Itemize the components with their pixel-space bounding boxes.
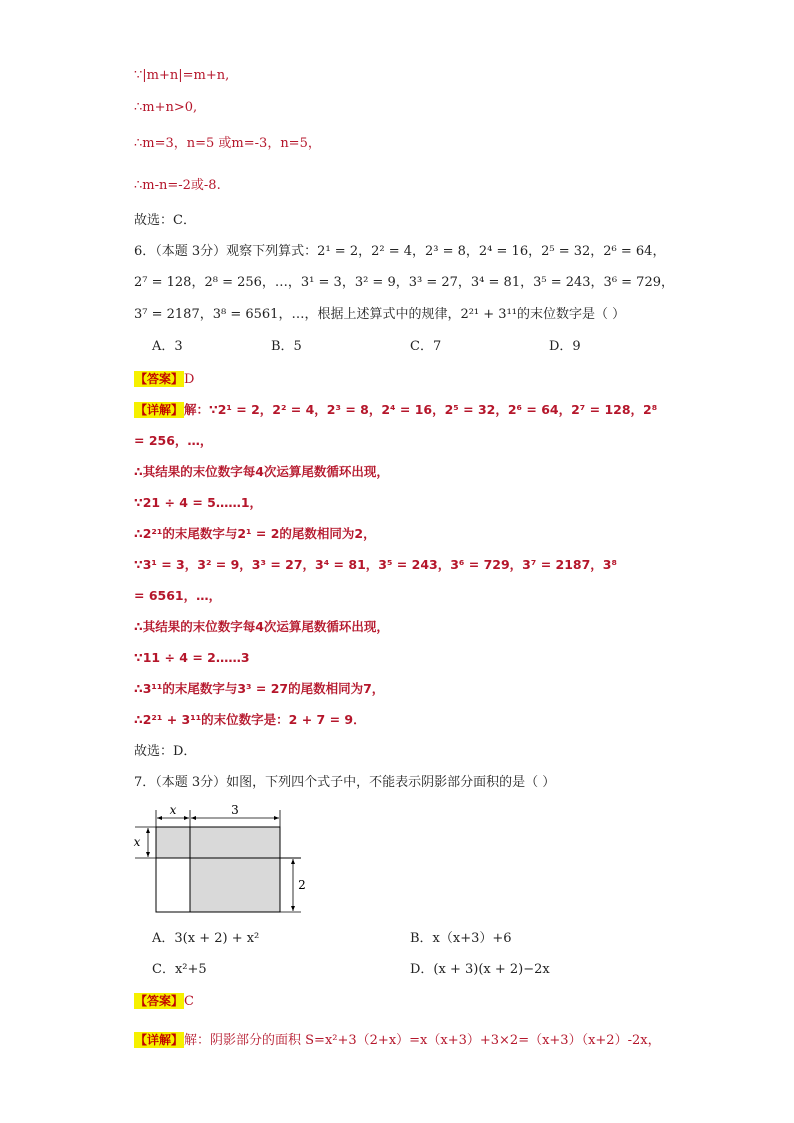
arrow-icon	[146, 852, 150, 857]
shaded-lower-right	[190, 858, 280, 912]
q6-choose-d: 故选：D．	[134, 744, 197, 759]
q6-stem-line3: 3⁷ = 2187，3⁸ = 6561，…，根据上述算式中的规律，2²¹ + 3¹¹的末位数字是（ ）	[134, 307, 626, 322]
q7-option-a: A．3(x + 2) + x²	[152, 931, 260, 946]
q6-detail-line8: ∴其结果的末位数字每4次运算尾数循环出现，	[134, 619, 389, 634]
q7-answer-line	[134, 992, 194, 1011]
q6-detail-text1: 解：∵2¹ = 2，2² = 4，2³ = 8，2⁴ = 16，2⁵ = 32，2⁶ = 64，2⁷ = 128，2⁸	[184, 402, 658, 417]
q6-option-a: A．3	[152, 339, 183, 354]
q7-option-d: D．(x + 3)(x + 2)−2x	[410, 962, 550, 977]
arrow-icon	[157, 816, 162, 820]
answer-tag: 【答案】	[135, 372, 184, 386]
q6-detail-line9: ∵11 ÷ 4 = 2……3	[134, 650, 250, 665]
arrow-icon	[146, 828, 150, 833]
q7-area-figure	[130, 800, 310, 920]
arrow-icon	[291, 859, 295, 864]
arrow-icon	[184, 816, 189, 820]
q7-detail-line	[134, 1031, 661, 1050]
detail-tag: 【详解】	[135, 1033, 184, 1047]
q6-stem-line1: 6．（本题 3分）观察下列算式：2¹ = 2，2² = 4，2³ = 8，2⁴ = 16，2⁵ = 32，2⁶ = 64，	[134, 244, 666, 259]
q6-detail-line6: ∵3¹ = 3，3² = 9，3³ = 27，3⁴ = 81，3⁵ = 243，3⁶ = 729，3⁷ = 2187，3⁸	[134, 557, 617, 572]
detail-tag: 【详解】	[135, 403, 184, 417]
line-sum-positive: ∴m+n>0,	[134, 100, 198, 115]
q6-option-c: C．7	[410, 339, 442, 354]
q6-option-d: D．9	[549, 339, 581, 354]
label-right-2: 2	[298, 878, 306, 892]
answer-tag: 【答案】	[135, 994, 184, 1008]
q6-detail-line5: ∴2²¹的末尾数字与2¹ = 2的尾数相同为2，	[134, 526, 376, 541]
arrow-icon	[291, 906, 295, 911]
q6-stem-line2: 2⁷ = 128，2⁸ = 256，…，3¹ = 3，3² = 9，3³ = 27，3⁴ = 81，3⁵ = 243，3⁶ = 729，	[134, 275, 674, 290]
q7-option-c: C．x²+5	[152, 962, 207, 977]
line-mn-values: ∴m=3，n=5 或m=-3，n=5，	[134, 136, 321, 151]
q6-answer-value: D	[184, 372, 195, 387]
q6-detail-line2: = 256，…，	[134, 433, 213, 448]
line-choose-c: 故选：C．	[134, 213, 196, 228]
q6-detail-line11: ∴2²¹ + 3¹¹的末位数字是：2 + 7 = 9．	[134, 712, 366, 727]
q6-option-b: B．5	[271, 339, 302, 354]
q6-detail-line4: ∵21 ÷ 4 = 5……1，	[134, 495, 263, 510]
label-top-x: x	[169, 803, 177, 817]
label-top-3: 3	[231, 803, 239, 817]
q6-detail-line10: ∴3¹¹的末尾数字与3³ = 27的尾数相同为7，	[134, 681, 385, 696]
q7-answer-value: C	[184, 994, 194, 1009]
q6-answer-line	[134, 370, 194, 389]
q6-detail-line3: ∴其结果的末位数字每4次运算尾数循环出现，	[134, 464, 389, 479]
line-abs-condition: ∵|m+n|=m+n,	[134, 68, 230, 83]
q7-stem: 7．（本题 3分）如图，下列四个式子中，不能表示阴影部分面积的是（ ）	[134, 775, 556, 790]
label-left-x: x	[133, 835, 141, 849]
q6-detail-line7: = 6561，…，	[134, 588, 222, 603]
arrow-icon	[274, 816, 279, 820]
q6-detail-line1	[134, 401, 657, 420]
shaded-top-strip	[156, 827, 280, 858]
arrow-icon	[191, 816, 196, 820]
line-mn-difference: ∴m-n=-2或-8.	[134, 178, 221, 193]
q7-option-b: B．x（x+3）+6	[410, 931, 512, 946]
q7-detail-text: 解：阴影部分的面积 S=x²+3（2+x）=x（x+3）+3×2=（x+3）（x+2）-2x，	[184, 1033, 661, 1048]
